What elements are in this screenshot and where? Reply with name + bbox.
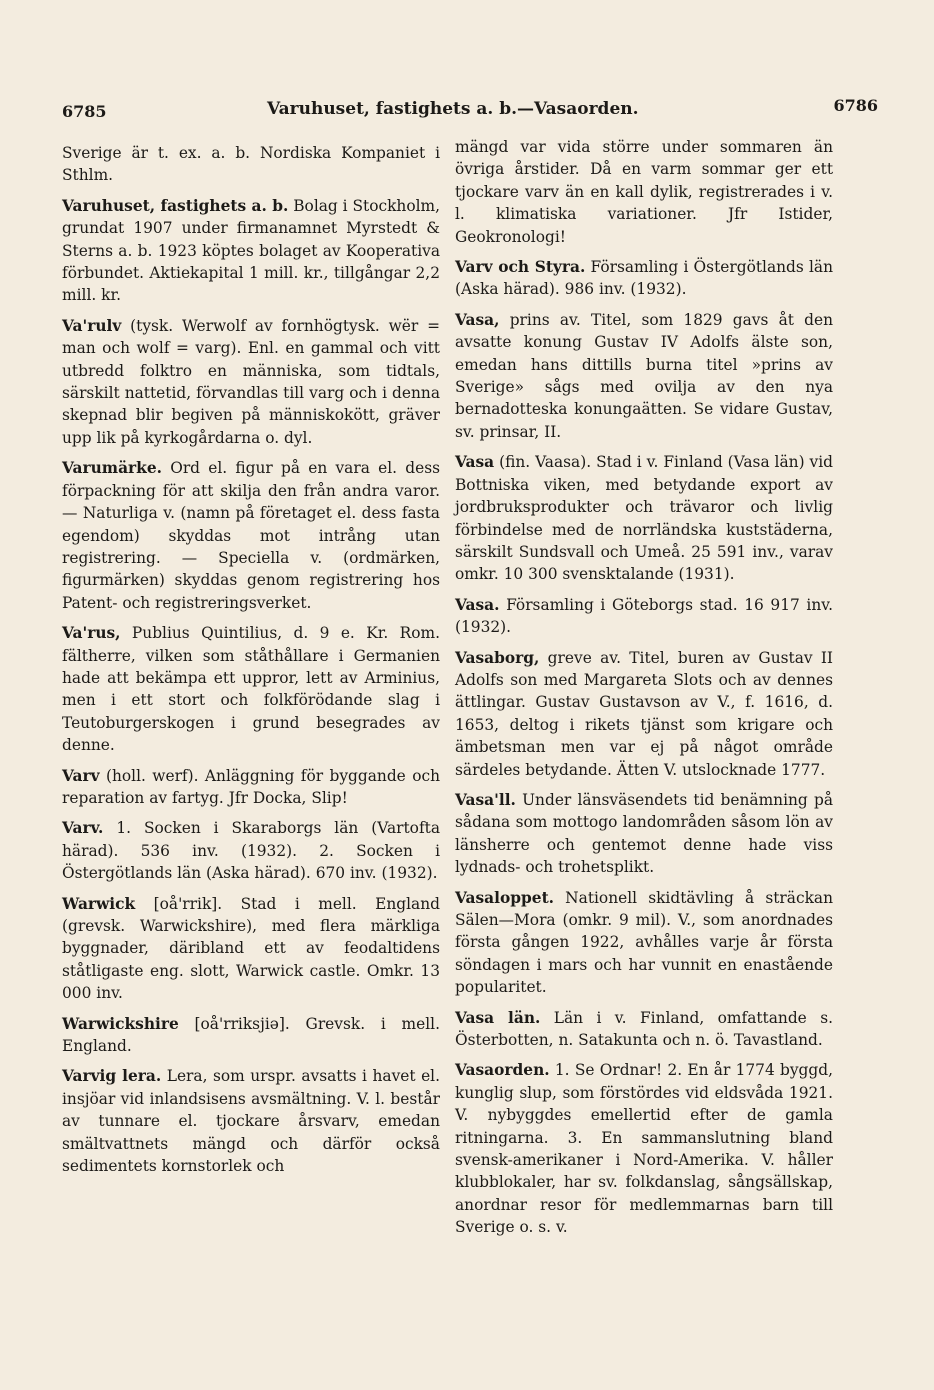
left-column: [62, 142, 440, 1185]
page-number-right: 6786: [833, 96, 878, 115]
entry-varuhuset: Varuhuset, fastighets a. b. Bolag i Stockholm, grundat 1907 under firmanamnet Myrstedt & Sterns a. b. 1923 köptes bolaget av Kooperativa förbundet. Aktiekapital 1 mill. kr., tillgångar 2,2 mill. kr.: [62, 196, 441, 305]
entry-vasa-stad: Vasa (fin. Vaasa). Stad i v. Finland (Vasa län) vid Bottniska viken, med betydande export av jordbruksprodukter och trävaror och livlig förbindelse med de norrländska kuststäderna, särskilt Sundsvall och Umeå. 25 591 inv., varav omkr. 10 300 svensktalande (1931).: [455, 453, 833, 584]
entry-vasa-prins: Vasa, prins av. Titel, som 1829 gavs åt den avsatte konung Gustav IV Adolfs älste son, emedan hans dittills burna titel »prins av Sverige» sågs med ovilja av den nya bernadotteska konungaätten. Se vidare Gustav, sv. prinsar, II.: [455, 310, 833, 441]
entry-varvig-lera: Varvig lera. Lera, som urspr. avsatts i havet el. insjöar vid inlandsisens avsmältning. V. l. består av tunnare el. tjockare årsvarv, emedan smältvattnets mängd och därför också sedimentets kornstorlek och: [62, 1067, 440, 1176]
entry-varulv: Va'rulv (tysk. Werwolf av fornhögtysk. wër = man och wolf = varg). Enl. en gammal och vitt utbredd folktro en människa, som tidtals, särskilt nattetid, förvandlas till varg och i denna skepnad blir begiven på människokött, gräver upp lik på kyrkogårdarna o. dyl.: [62, 316, 440, 447]
entry-varv-holl: Varv (holl. werf). Anläggning för byggande och reparation av fartyg. Jfr Docka, Slip!: [62, 766, 440, 807]
entry-vasall: Vasa'll. Under länsväsendets tid benämning på sådana som mottogo landområden såsom lön av länsherre och gentemot denne hade viss lydnads- och trohetsplikt.: [455, 790, 833, 877]
entry-warwick: Warwick [oå'rrik]. Stad i mell. England (grevsk. Warwickshire), med flera märkliga byggnader, däribland ett av feodaltidens ståtligaste eng. slott, Warwick castle. Omkr. 13 000 inv.: [62, 894, 440, 1003]
entry-varv-socken: Varv. 1. Socken i Skaraborgs län (Vartofta härad). 536 inv. (1932). 2. Socken i Östergötlands län (Aska härad). 670 inv. (1932).: [62, 819, 440, 883]
entry-vasaborg: Vasaborg, greve av. Titel, buren av Gustav II Adolfs son med Margareta Slots och av dennes ättlingar. Gustav Gustavson av V., f. 1616, d. 1653, deltog i rikets tjänst som krigare och ämbetsman men var ej på något område särdeles betydande. Ätten V. utslocknade 1777.: [455, 648, 833, 779]
entry-vasa-forsamling: Vasa. Församling i Göteborgs stad. 16 917 inv. (1932).: [455, 595, 833, 637]
entry-vasa-lan: Vasa län. Län i v. Finland, omfattande s. Österbotten, n. Satakunta och n. ö. Tavastland.: [455, 1008, 833, 1050]
page-number-left: 6785: [62, 102, 107, 121]
entry-vasaloppet: Vasaloppet. Nationell skidtävling å sträckan Sälen—Mora (omkr. 9 mil). V., som anordnades första gången 1922, avhålles varje år första söndagen i mars och har vunnit en enastående popularitet.: [455, 888, 833, 997]
running-title: Varuhuset, fastighets a. b.—Vasaorden.: [267, 99, 639, 119]
entry-varv-och-styra: Varv och Styra. Församling i Östergötlands län (Aska härad). 986 inv. (1932).: [455, 258, 833, 299]
entry-vasaorden: Vasaorden. 1. Se Ordnar! 2. En år 1774 byggd, kunglig slup, som förstördes vid eldsvåda 1921. V. nybyggdes emellertid efter de gamla ritningarna. 3. En sammanslutning bland svensk-amerikaner i Nord-Amerika. V. håller klubblokaler, har sv. folkdanslag, sångsällskap, anordnar resor för medlemmarnas barn till Sverige o. s. v.: [455, 1061, 833, 1237]
entry-varumarke: Varumärke. Ord el. figur på en vara el. dess förpackning för att skilja den från andra varor. — Naturliga v. (namn på företaget el. dess fasta egendom) skyddas mot intrång utan registrering. — Speciella v. (ordmärken, figurmärken) skyddas genom registrering hos Patent- och registreringsverket.: [62, 459, 440, 612]
entry-continuation-right: mängd var vida större under sommaren än övriga årstider. Då en varm sommar ger ett tjockare varv än en kall dylik, registrerades i v. l. klimatiska variationer. Jfr Istider, Geokronologi!: [455, 138, 833, 246]
entry-varus: Va'rus, Publius Quintilius, d. 9 e. Kr. Rom. fältherre, vilken som ståthållare i Germanien hade att bekämpa ett uppror, lett av Arminius, men i ett stort och folkförödande slag i Teutoburgerskogen i grund besegrades av denne.: [62, 624, 440, 755]
entry-continuation: Sverige är t. ex. a. b. Nordiska Kompaniet i Sthlm.: [62, 144, 440, 185]
right-column: [455, 136, 833, 1247]
page-header: [62, 96, 878, 126]
entry-warwickshire: Warwickshire [oå'rriksjiə]. Grevsk. i mell. England.: [62, 1014, 440, 1056]
